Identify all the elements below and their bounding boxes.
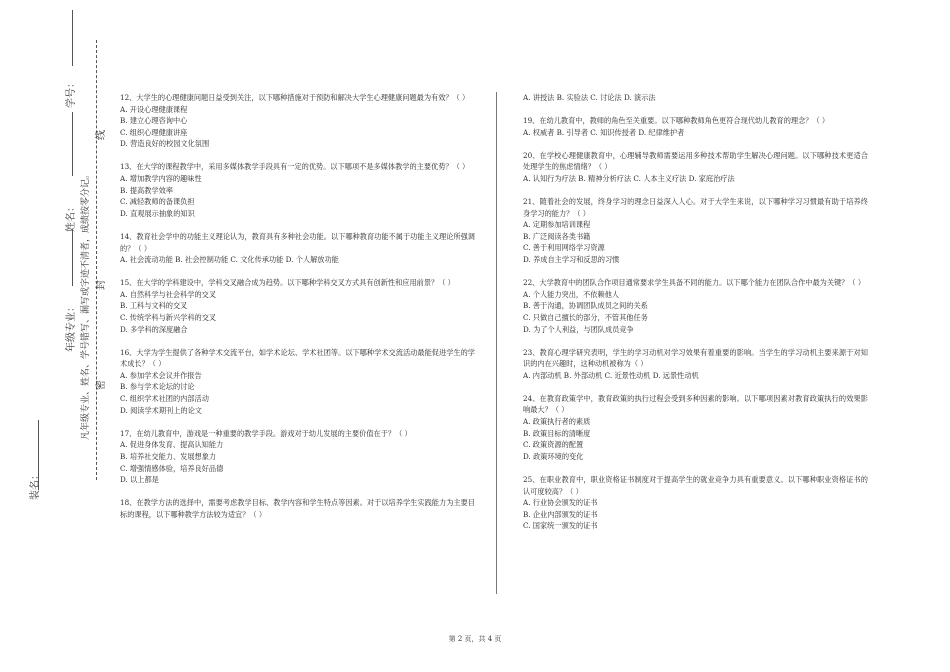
school-label: 装名：	[30, 470, 41, 500]
major-label: 年级专业：	[66, 302, 77, 352]
inline-options: A. 权威者 B. 引导者 C. 知识传授者 D. 纪律维护者	[523, 127, 685, 137]
option: B. 政策目标的清晰度	[523, 428, 591, 438]
option: D. 政策环境的变化	[523, 451, 584, 461]
name-label: 姓名：	[66, 202, 77, 232]
option: C. 只做自己擅长的部分，不管其他任务	[523, 312, 648, 322]
option: A. 定期参加培训课程	[523, 220, 591, 230]
xian-char: 线	[96, 130, 107, 140]
grading-warning: 凡年级专业、姓名、学号错写、漏写或字迹不清者，成绩按零分记。	[81, 169, 91, 440]
question-stem: 21、随着社会的发展，终身学习的理念日益深入人心。对于大学生来说，以下哪种学习习惯最有助于培养终身学习的能力？（ ）	[523, 197, 868, 218]
mi-char: 密	[96, 380, 107, 390]
option: A. 行业协会颁发的证书	[523, 498, 598, 508]
right-column	[523, 92, 868, 543]
question-20	[523, 150, 868, 185]
question-17	[120, 428, 475, 486]
option: D. 养成自主学习和反思的习惯	[523, 255, 620, 265]
question-stem: 12、大学生的心理健康问题日益受到关注，以下哪种措施对于预防和解决大学生心理健康问题最为有效？（ ）	[120, 93, 470, 102]
option: D. 以上都是	[120, 475, 159, 485]
option: B. 建立心理咨询中心	[120, 116, 188, 126]
option: A. 开设心理健康课程	[120, 104, 188, 114]
question-stem: 22、大学教育中的团队合作项目通常要求学生具备不同的能力。以下哪个能力在团队合作中最为关键？（ ）	[523, 278, 866, 288]
binding-margin	[0, 0, 110, 672]
question-stem: 16、大学为学生提供了各种学术交流平台，如学术论坛、学术社团等。以下哪种学术交流活动最能促进学生的学术成长？（ ）	[120, 347, 475, 369]
inline-options: A. 认知行为疗法 B. 精神分析疗法 C. 人本主义疗法 D. 家庭治疗法	[523, 173, 735, 183]
name-line	[72, 112, 73, 176]
option: D. 营造良好的校园文化氛围	[120, 139, 210, 149]
question-23	[523, 347, 868, 382]
option: B. 善于沟通，协调团队成员之间的关系	[523, 301, 648, 311]
option: C. 传统学科与新兴学科的交叉	[120, 313, 217, 322]
question-stem: 15、在大学的学科建设中，学科交叉融合成为趋势。以下哪种学科交叉方式具有创新性和应用前景？（ ）	[120, 278, 455, 288]
option: C. 国家统一颁发的证书	[523, 521, 598, 531]
option: A. 参加学术会议并作报告	[120, 370, 202, 380]
option: B. 广泛阅读各类书籍	[523, 231, 591, 241]
question-24	[523, 393, 868, 463]
question-15	[120, 277, 475, 335]
major-line	[72, 230, 73, 286]
option: D. 阅读学术期刊上的论文	[120, 405, 202, 415]
option: C. 增强情感体验，培养良好品德	[120, 463, 224, 473]
feng-char: 封	[96, 280, 107, 290]
student-no-line	[72, 10, 73, 66]
question-22	[523, 277, 868, 335]
question-25	[523, 474, 868, 532]
question-stem: 19、在幼儿教育中，教师的角色至关重要。以下哪种教师角色更符合现代幼儿教育的理念？（ ）	[523, 116, 830, 126]
inline-options: A. 内部动机 B. 外部动机 C. 近景性动机 D. 远景性动机	[523, 370, 699, 380]
question-16	[120, 347, 475, 417]
question-stem: 13、在大学的课程教学中，采用多媒体教学手段具有一定的优势。以下哪项不是多媒体教学的主要优势？（ ）	[120, 162, 470, 172]
column-divider	[496, 92, 497, 594]
option: C. 政策资源的配置	[523, 440, 584, 450]
option: B. 工科与文科的交叉	[120, 301, 188, 311]
question-stem: 14、教育社会学中的功能主义理论认为，教育具有多种社会功能。以下哪种教育功能不属于功能主义理论所强调的？（ ）	[120, 231, 475, 253]
left-column	[120, 92, 475, 532]
question-stem: 24、在教育政策学中，教育政策的执行过程会受到多种因素的影响。以下哪项因素对教育政策执行的效果影响最大？（ ）	[523, 393, 868, 415]
question-18	[120, 497, 475, 520]
question-18-options	[523, 92, 868, 104]
question-stem: 23、教育心理学研究表明，学生的学习动机对学习效果有着重要的影响。当学生的学习动机主要来源于对知识的内在兴趣时，这种动机被称为（ ）	[523, 347, 868, 369]
seal-dashed-line	[96, 40, 97, 480]
question-stem: 25、在职业教育中，职业资格证书制度对于提高学生的就业竞争力具有重要意义。以下哪种职业资格证书的认可度较高？（ ）	[523, 474, 868, 496]
question-14	[120, 231, 475, 266]
option: A. 增加教学内容的趣味性	[120, 174, 202, 184]
option: D. 直观展示抽象的知识	[120, 208, 195, 218]
question-19	[523, 115, 868, 138]
option: C. 组织学术社团的内部活动	[120, 394, 209, 404]
question-stem: 20、在学校心理健康教育中，心理辅导教师需要运用多种技术帮助学生解决心理问题。以下哪种技术更适合处理学生的焦虑情绪？（ ）	[523, 150, 868, 172]
option: B. 提高教学效率	[120, 185, 173, 195]
option: C. 善于利用网络学习资源	[523, 243, 605, 253]
inline-options: A. 社会流动功能 B. 社会控制功能 C. 文化传承功能 D. 个人解放功能	[120, 255, 339, 265]
option: A. 促进身体发育、提高认知能力	[120, 440, 224, 450]
option: D. 为了个人利益，与团队成员竞争	[523, 324, 634, 334]
option: B. 企业内部颁发的证书	[523, 509, 598, 519]
question-stem: 17、在幼儿教育中，游戏是一种重要的教学手段。游戏对于幼儿发展的主要价值在于？（ ）	[120, 428, 412, 438]
page-number: 第 2 页，共 4 页	[448, 635, 502, 643]
option: D. 多学科的深度融合	[120, 324, 188, 334]
option: A. 政策执行者的素质	[523, 417, 591, 427]
question-13	[120, 161, 475, 219]
student-no-label: 学号：	[66, 78, 77, 108]
option: C. 减轻教师的备课负担	[120, 197, 195, 207]
option: B. 参与学术论坛的讨论	[120, 382, 195, 392]
option: A. 个人能力突出，不依赖他人	[523, 289, 620, 299]
inline-options: A. 讲授法 B. 实验法 C. 讨论法 D. 演示法	[523, 93, 656, 102]
question-12	[120, 92, 475, 150]
question-stem: 18、在教学方法的选择中，需要考虑教学目标、教学内容和学生特点等因素。对于以培养学生实践能力为主要目标的课程，以下哪种教学方法较为适宜？（ ）	[120, 498, 475, 519]
option: C. 组织心理健康讲座	[120, 127, 188, 137]
option: A. 自然科学与社会科学的交叉	[120, 289, 217, 299]
option: B. 培养社交能力、发展想象力	[120, 451, 217, 461]
question-21	[523, 196, 868, 266]
